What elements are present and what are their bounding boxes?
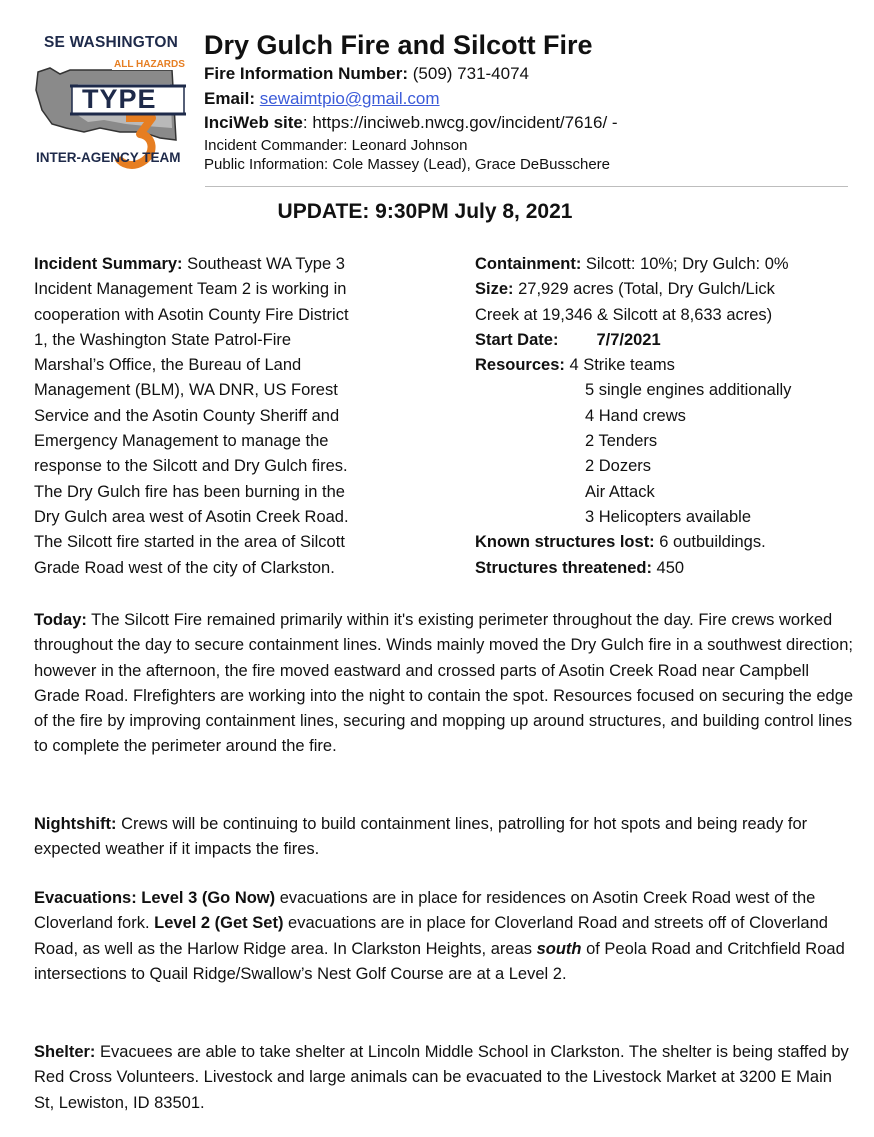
summary-label: Incident Summary: bbox=[34, 255, 183, 273]
email-link[interactable]: sewaimtpio@gmail.com bbox=[259, 89, 440, 108]
resource-item: 2 Dozers bbox=[585, 457, 652, 476]
shelter-section: Shelter: Evacuees are able to take shelter at Lincoln Middle School in Clarkston. The shelter is being staffed by Red Cross Volunteers. Livestock and large animals can be evacuated to the Livestock Market at 3200 E Main St, Lewiston, ID 83501. bbox=[34, 1043, 849, 1112]
structures-lost-row: Known structures lost: 6 outbuildings. bbox=[475, 533, 766, 552]
nightshift-section: Nightshift: Crews will be continuing to build containment lines, patrolling for hot spots and being ready for expected weather if it impacts the fires. bbox=[34, 815, 808, 859]
update-timestamp: UPDATE: 9:30PM July 8, 2021 bbox=[277, 200, 573, 223]
resource-item: 2 Tenders bbox=[585, 432, 658, 451]
size-row-continued: Creek at 19,346 & Silcott at 8,633 acres) bbox=[475, 305, 773, 324]
resource-item: 3 Helicopters available bbox=[585, 507, 752, 526]
phone-label: Fire Information Number: bbox=[204, 64, 409, 83]
resources-row: Resources: 4 Strike teams bbox=[475, 356, 675, 375]
evacuations-section: Evacuations: Level 3 (Go Now) evacuations are in place for residences on Asotin Creek Road west of the Cloverland fork. Level 2 (Get Set) evacuations are in place for Cloverland Road and streets off of Cloverland Road, as well as the Harlow Ridge area. In Clarkston Heights, areas south of Peola Road and Critchfield Road intersections to Quail Ridge/Swallow’s Nest Golf Course are at a Level 2. bbox=[34, 889, 845, 983]
page-title: Dry Gulch Fire and Silcott Fire bbox=[204, 30, 593, 60]
email-line bbox=[204, 89, 440, 109]
inciweb-label: InciWeb site bbox=[204, 113, 303, 132]
inciweb-line bbox=[204, 113, 618, 133]
containment-row: Containment: Silcott: 10%; Dry Gulch: 0% bbox=[475, 255, 789, 273]
phone-line bbox=[204, 64, 529, 84]
structures-threatened-row: Structures threatened: 450 bbox=[475, 558, 685, 577]
start-date-row: Start Date: 7/7/2021 bbox=[475, 330, 661, 349]
size-row: Size: 27,929 acres (Total, Dry Gulch/Lick bbox=[475, 280, 775, 299]
phone-value: (509) 731-4074 bbox=[412, 64, 530, 83]
fire-stats bbox=[475, 252, 855, 581]
header-divider bbox=[205, 186, 848, 187]
email-label: Email: bbox=[204, 89, 256, 108]
resource-item: Air Attack bbox=[585, 482, 655, 501]
team-logo bbox=[30, 28, 202, 176]
today-section: Today: The Silcott Fire remained primarily within it's existing perimeter throughout the day. Fire crews worked throughout the day to secure containment lines. Winds mainly moved the Dry Gulch fire in a southwest direction; however in the afternoon, the fire moved eastward and crossed parts of Asotin Creek Road near Campbell Grade Road. Flrefighters are working into the night to contain the spot. Resources focused on securing the edge of the fire by improving containment lines, securing and mopping up around structures, and building control lines to complete the perimeter around the fire. bbox=[34, 611, 854, 756]
incident-summary: Incident Summary: Southeast WA Type 3 Incident Management Team 2 is working in cooperation with Asotin County Fire District 1, the Washington State Patrol-Fire Marshal’s Office, the Bureau of Land Management (BLM), WA DNR, US Forest Service and the Asotin County Sheriff and Emergency Management to manage the response to the Silcott and Dry Gulch fires. The Dry Gulch fire has been burning in the Dry Gulch area west of Asotin Creek Road. The Silcott fire started in the area of Silcott Grade Road west of the city of Clarkston. bbox=[34, 255, 349, 577]
inciweb-url: : https://inciweb.nwcg.gov/incident/7616/ - bbox=[302, 113, 618, 132]
resource-item: 4 Hand crews bbox=[585, 406, 686, 425]
logo-type-text: TYPE bbox=[82, 84, 157, 114]
logo-badge-text: ALL HAZARDS bbox=[114, 59, 185, 70]
logo-bottom-text: INTER-AGENCY TEAM bbox=[36, 150, 181, 165]
resource-item: 5 single engines additionally bbox=[585, 381, 792, 400]
incident-commander: Incident Commander: Leonard Johnson bbox=[204, 137, 468, 154]
logo-top-text: SE WASHINGTON bbox=[44, 34, 179, 51]
public-information: Public Information: Cole Massey (Lead), Grace DeBusschere bbox=[204, 156, 611, 173]
